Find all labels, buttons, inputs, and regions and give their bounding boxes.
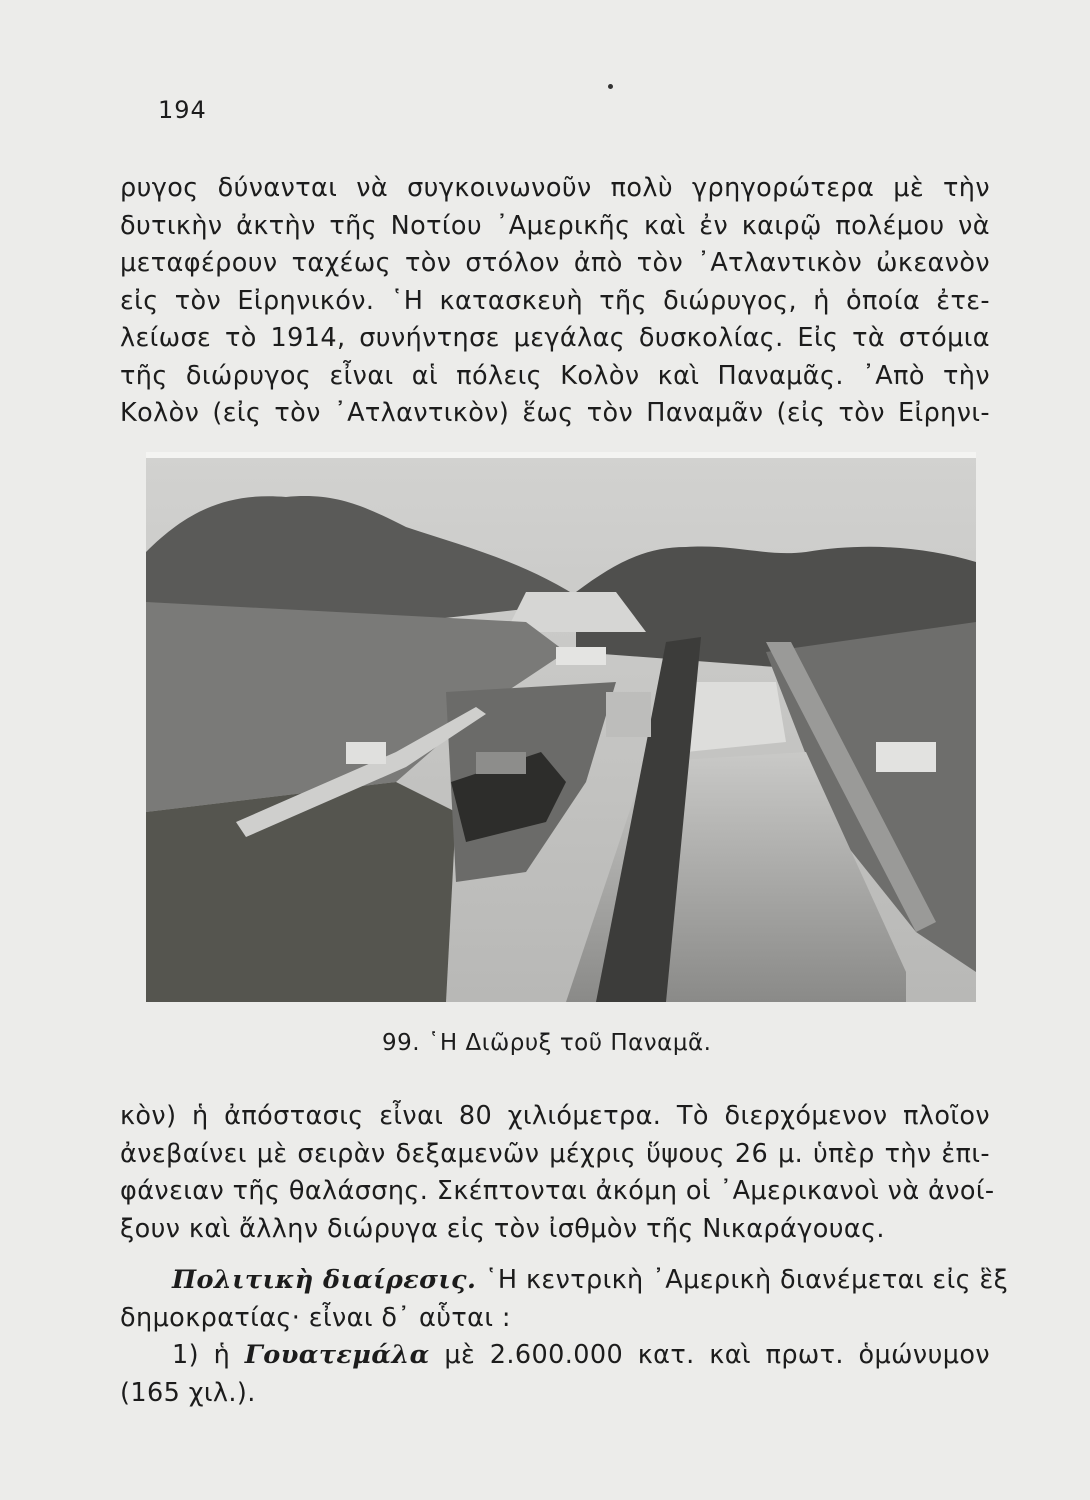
page-number: 194: [158, 96, 207, 124]
list-item-number: 1) ἡ: [172, 1340, 245, 1370]
paragraph-political-division: [120, 1262, 1009, 1412]
figure-caption: 99. ῾Η Διῶρυξ τοῦ Παναμᾶ.: [382, 1030, 712, 1056]
section-heading: Πολιτικὴ διαίρεσις.: [172, 1265, 477, 1295]
country-name: Γουατεμάλα: [244, 1340, 430, 1370]
paragraph-middle: [120, 1098, 995, 1248]
text-line: φάνειαν τῆς θαλάσσης. Σκέπτονται ἀκόμη οἱ ᾿Αμερικανοὶ νὰ ἀνοί-: [120, 1176, 995, 1206]
text-line: (165 χιλ.).: [120, 1377, 256, 1408]
ink-speck: [608, 84, 613, 89]
photo-top-edge: [146, 452, 976, 458]
text-line: Κολὸν (εἰς τὸν ᾿Ατλαντικὸν) ἕως τὸν Παναμᾶν (εἰς τὸν Εἰρηνι-: [120, 398, 990, 428]
left-foreground: [146, 782, 456, 1002]
lock-gatehouse: [606, 692, 651, 737]
text-line: κὸν) ἡ ἀπόστασις εἶναι 80 χιλιόμετρα. Τὸ διερχόμενον πλοῖον: [120, 1101, 990, 1131]
paragraph-top: [120, 170, 990, 433]
text-line: ρυγος δύνανται νὰ συγκοινωνοῦν πολὺ γρηγορώτερα μὲ τὴν: [120, 173, 990, 203]
ship-deckhouse: [476, 752, 526, 774]
list-item-text: μὲ 2.600.000 κατ. καὶ πρωτ. ὁμώνυμον: [429, 1340, 990, 1370]
text-line: ξουν καὶ ἄλλην διώρυγα εἰς τὸν ἰσθμὸν τῆς Νικαράγουας.: [120, 1213, 885, 1244]
canal-photo-drawing: [146, 452, 976, 1002]
text-line: δημοκρατίας· εἶναι δ᾿ αὗται :: [120, 1302, 511, 1333]
building-left: [346, 742, 386, 764]
heading-line-text: ῾Η κεντρικὴ ᾿Αμερικὴ διανέμεται εἰς ἓξ: [476, 1265, 1009, 1295]
text-line: μεταφέρουν ταχέως τὸν στόλον ἀπὸ τὸν ᾿Ατλαντικὸν ὠκεανὸν: [120, 248, 990, 278]
text-line: ἀνεβαίνει μὲ σειρὰν δεξαμενῶν μέχρις ὕψους 26 μ. ὑπὲρ τὴν ἐπι-: [120, 1138, 990, 1169]
panama-canal-photo: [146, 452, 976, 1002]
text-line: [120, 1262, 1009, 1300]
text-line: λείωσε τὸ 1914, συνήντησε μεγάλας δυσκολίας. Εἰς τὰ στόμια: [120, 323, 990, 353]
text-line: τῆς διώρυγος εἶναι αἱ πόλεις Κολὸν καὶ Παναμᾶς. ᾿Απὸ τὴν: [120, 360, 990, 391]
control-house: [556, 647, 606, 665]
text-line: εἰς τὸν Εἰρηνικόν. ῾Η κατασκευὴ τῆς διώρυγος, ἡ ὁποία ἐτε-: [120, 285, 990, 316]
list-item: [120, 1337, 990, 1375]
building-right: [876, 742, 936, 772]
text-line: δυτικὴν ἀκτὴν τῆς Νοτίου ᾿Αμερικῆς καὶ ἐν καιρῷ πολέμου νὰ: [120, 210, 990, 241]
